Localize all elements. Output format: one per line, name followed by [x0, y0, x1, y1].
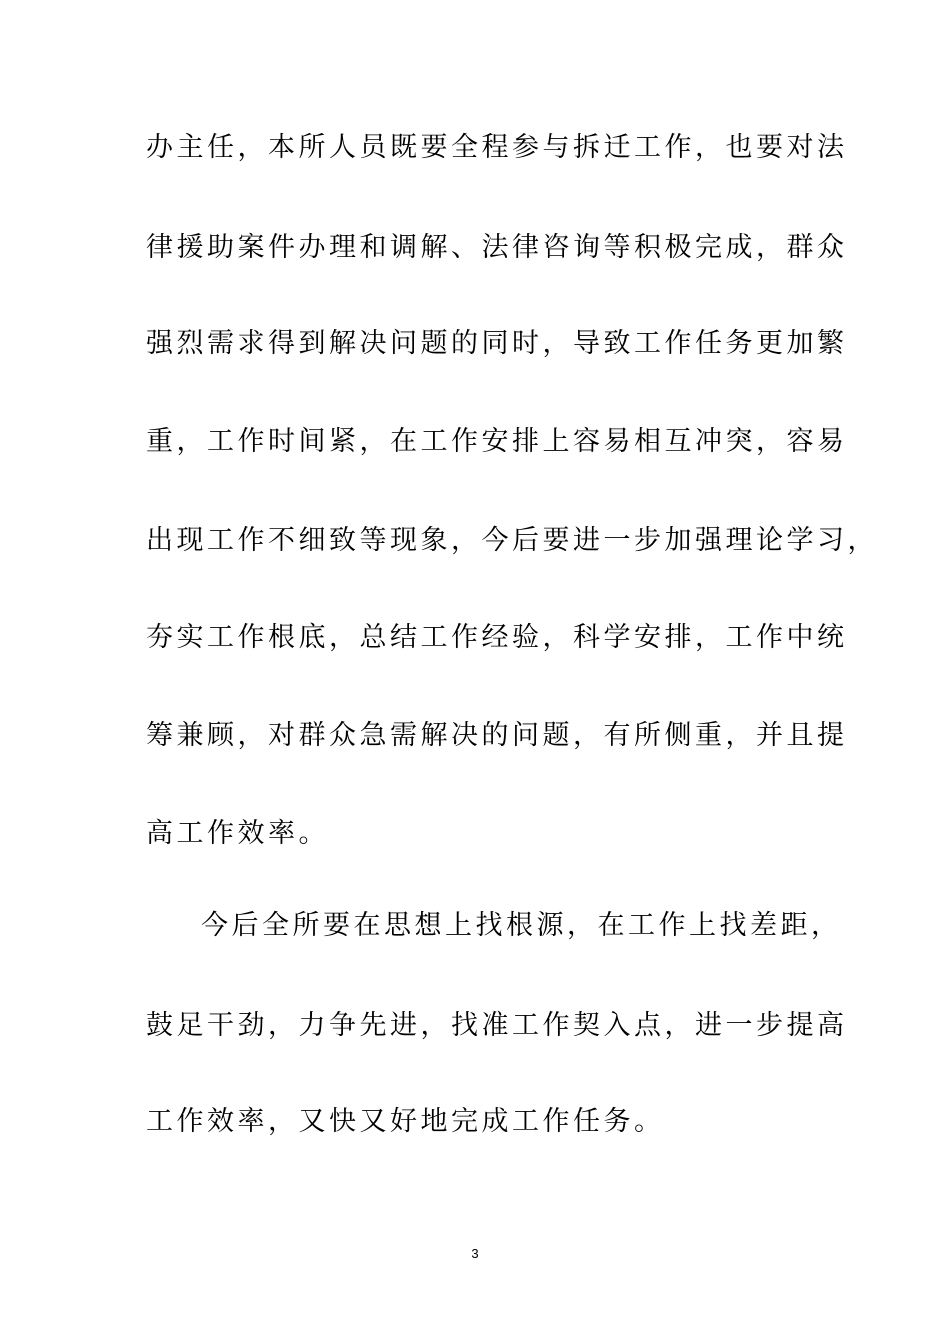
text-line: 办主任，本所人员既要全程参与拆迁工作，也要对法 [146, 132, 848, 163]
text-line: 筹兼顾，对群众急需解决的问题，有所侧重，并且提 [146, 720, 848, 751]
text-line: 出现工作不细致等现象，今后要进一步加强理论学习， [146, 525, 878, 556]
text-line: 高工作效率。 [146, 818, 329, 849]
text-line: 重，工作时间紧，在工作安排上容易相互冲突，容易 [146, 426, 848, 457]
page-number: 3 [471, 1246, 479, 1261]
text-line: 夯实工作根底，总结工作经验，科学安排，工作中统 [146, 622, 848, 653]
text-line: 工作效率，又快又好地完成工作任务。 [146, 1106, 665, 1137]
text-line: 强烈需求得到解决问题的同时，导致工作任务更加繁 [146, 328, 848, 359]
text-line: 律援助案件办理和调解、法律咨询等积极完成，群众 [146, 232, 848, 263]
text-line: 鼓足干劲，力争先进，找准工作契入点，进一步提高 [146, 1010, 848, 1041]
paragraph-first-line: 今后全所要在思想上找根源，在工作上找差距， [201, 910, 842, 941]
